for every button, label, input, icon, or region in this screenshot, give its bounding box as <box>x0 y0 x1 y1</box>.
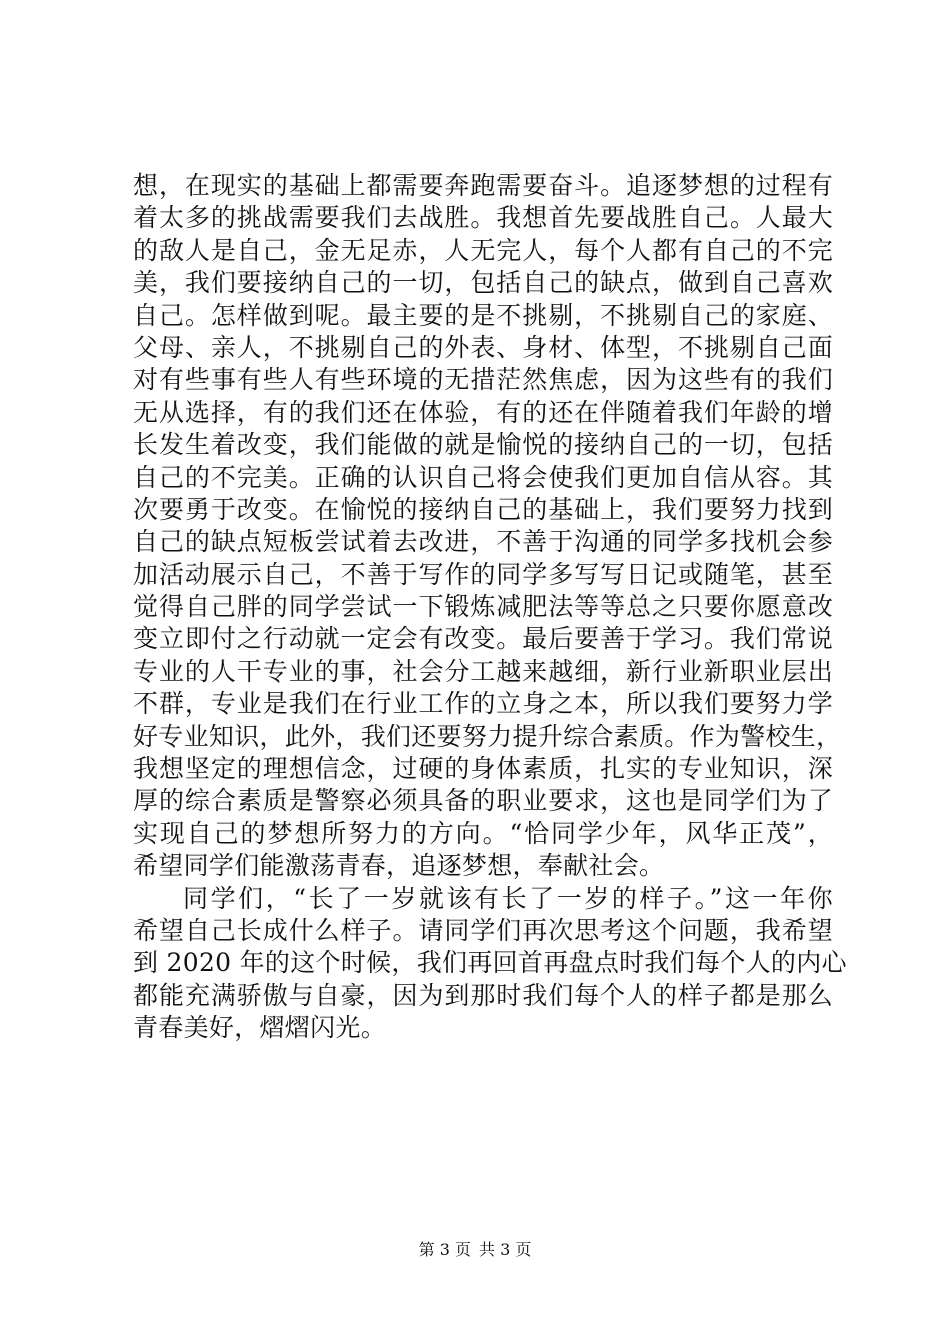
text-line: 着太多的挑战需要我们去战胜。我想首先要战胜自己。人最大 <box>133 203 833 233</box>
page-footer <box>0 1240 950 1260</box>
text-line: 都能充满骄傲与自豪，因为到那时我们每个人的样子都是那么 <box>133 980 833 1010</box>
text-line: 我想坚定的理想信念，过硬的身体素质，扎实的专业知识，深 <box>133 754 833 784</box>
text-line: 美，我们要接纳自己的一切，包括自己的缺点，做到自己喜欢 <box>133 268 833 298</box>
text-line-paragraph-end: 青春美好，熠熠闪光。 <box>133 1013 387 1043</box>
text-line-paragraph-start: 同学们，“长了一岁就该有长了一岁的样子。”这一年你 <box>183 883 833 913</box>
text-line: 自己的不完美。正确的认识自己将会使我们更加自信从容。其 <box>133 462 833 492</box>
text-line: 觉得自己胖的同学尝试一下锻炼减肥法等等总之只要你愿意改 <box>133 592 833 622</box>
page-number: 第 3 页 <box>418 1240 471 1259</box>
text-line: 实现自己的梦想所努力的方向。“恰同学少年，风华正茂”， <box>133 818 833 848</box>
body-text <box>133 170 847 1045</box>
text-line: 专业的人干专业的事，社会分工越来越细，新行业新职业层出 <box>133 656 833 686</box>
text-line: 变立即付之行动就一定会有改变。最后要善于学习。我们常说 <box>133 624 833 654</box>
text-line: 父母、亲人，不挑剔自己的外表、身材、体型，不挑剔自己面 <box>133 332 833 362</box>
text-line: 不群，专业是我们在行业工作的立身之本，所以我们要努力学 <box>133 689 833 719</box>
text-line-paragraph-end: 希望同学们能激荡青春，追逐梦想，奉献社会。 <box>133 851 665 881</box>
page-total: 共 3 页 <box>479 1240 532 1259</box>
text-line: 厚的综合素质是警察必须具备的职业要求，这也是同学们为了 <box>133 786 833 816</box>
text-line: 自己的缺点短板尝试着去改进，不善于沟通的同学多找机会参 <box>133 527 833 557</box>
text-line: 长发生着改变，我们能做的就是愉悦的接纳自己的一切，包括 <box>133 430 833 460</box>
text-line: 到 2020 年的这个时候，我们再回首再盘点时我们每个人的内心 <box>133 948 847 978</box>
text-line: 自己。怎样做到呢。最主要的是不挑剔，不挑剔自己的家庭、 <box>133 300 833 330</box>
text-line: 次要勇于改变。在愉悦的接纳自己的基础上，我们要努力找到 <box>133 494 833 524</box>
text-line: 想，在现实的基础上都需要奔跑需要奋斗。追逐梦想的过程有 <box>133 171 833 200</box>
text-line: 希望自己长成什么样子。请同学们再次思考这个问题，我希望 <box>133 915 833 945</box>
text-line: 的敌人是自己，金无足赤，人无完人，每个人都有自己的不完 <box>133 235 833 265</box>
text-line: 对有些事有些人有些环境的无措茫然焦虑，因为这些有的我们 <box>133 365 833 395</box>
text-line: 好专业知识，此外，我们还要努力提升综合素质。作为警校生， <box>133 721 842 751</box>
text-line: 加活动展示自己，不善于写作的同学多写写日记或随笔，甚至 <box>133 559 833 589</box>
text-line: 无从选择，有的我们还在体验，有的还在伴随着我们年龄的增 <box>133 397 833 427</box>
